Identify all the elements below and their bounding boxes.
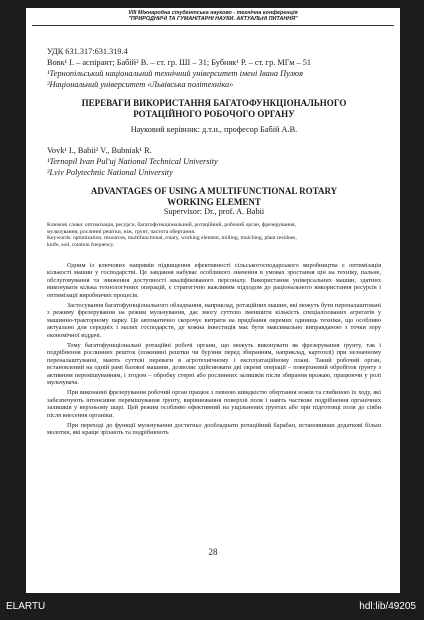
handle-identifier: hdl:lib/49205 (359, 601, 416, 612)
header-divider (32, 25, 394, 26)
keywords-line: knife, soil, rotation frequency. (47, 242, 115, 249)
body-paragraph: При переході до функції мульчування достатньо дообладнати ротаційний барабан, встановивши додаткові більш молотки, які краще зрізають та подрібнюють (47, 421, 381, 437)
page-number: 28 (208, 547, 218, 557)
affiliation-ua-1: ¹Тернопільський національний технічний університет імені Івана Пулюя (47, 69, 303, 78)
keywords-line: мульчування, рослинні рештки, ніж, грунт, частота обертання. (47, 228, 196, 235)
body-text (47, 262, 381, 439)
authors-ua: Вовк¹ І. – аспірант; Бабій² В. – ст. гр. ШІ – 31; Бубняк¹ Р. – ст. гр. МГм – 51 (47, 58, 312, 67)
affiliation-en-1: ¹Ternopil Ivan Pul'uj National Technical University (47, 157, 218, 166)
keywords-block (47, 222, 381, 249)
title-ua-line-2: РОТАЦІЙНОГО РОБОЧОГО ОРГАНУ (133, 109, 295, 119)
body-paragraph: Одним із ключових напрямів підвищення ефективності сільськогосподарського виробництва є оптимізація кількості машин у господарстві. Це завдання набуває особливого значення в умовах зростання цін на техніку, пальне, обслуговування та зниження доступності кваліфікованого персоналу. Використання універсальних машин, здатних виконувати кілька технологічних операцій, є стратегічно важливим підходом до раціонального використання ресурсів і оптимізації виробничих процесів. (47, 262, 381, 299)
title-ua (47, 98, 381, 120)
conference-line-2: "ПРИРОДНИЧІ ТА ГУМАНІТАРНІ НАУКИ. АКТУАЛЬНІ ПИТАННЯ" (128, 16, 298, 23)
keywords-line: Ключові слова: оптимізація, ресурси, багатофункціональний, ротаційний, робочий орган, фрезерування, (47, 222, 296, 228)
body-paragraph: При виконанні фрезерування робочий орган працює з певною швидкістю обертання ножів та глибиною їх ходу, які забезпечують інтенсивне перемішування ґрунту, вирівнювання поверхні поля і навіть часткове подрібнення органічних залишків у верхньому шарі. Цей режим особливо ефективний на ущільнених ґрунтах або при підготовці поля до сівби після внесення органіки. (47, 389, 381, 419)
title-en-line-2: WORKING ELEMENT (167, 197, 261, 207)
body-paragraph: Застосування багатофункціонального обладнання, наприклад, ротаційних машин, які можуть бути переналаштовані з режиму фрезерування на режим мульчування, дає змогу суттєво зменшити кількість спеціалізованих агрегатів у машинно-тракторному парку. Це автоматично скорочує витрати на придбання окремих одиниць техніки, що особливо актуально для середніх і малих господарств, де кожна інвестиція має бути максимально виправданою з точки зору економічної віддачі. (47, 301, 381, 339)
document-page (26, 8, 400, 593)
title-ua-line-1: ПЕРЕВАГИ ВИКОРИСТАННЯ БАГАТОФУНКЦІОНАЛЬНОГО (81, 98, 347, 108)
body-paragraph: Тому багатофункціональні ротаційні робочі органи, що можуть виконувати як фрезерування ґрунту, так і подрібнення рослинних решток (пожнивні рештки чи бур'яни перед збиранням, наприклад, картоплі) при незначному переналаштуванні, мають суттєві переваги в агротехнічному і експлуатаційному плані. Такий робочий орган, встановлений на одній рамі базової машини, дозволяє здійснювати дві окремі операції – поверхневий обробіток ґрунту з активним перемішуванням, і згодом – обробку стерні або рослинних залишків після збирання врожаю, працюючи у ролі мульчувача. (47, 341, 381, 387)
affiliation-ua-2: ²Національний університет «Львівська політехніка» (47, 80, 234, 89)
repository-label: ELARTU (6, 601, 46, 612)
keywords-line: Keywords: optimization, resources, multifunctional, rotary, working element, milling, mulching, plant residues, (47, 235, 297, 242)
title-en-line-1: ADVANTAGES OF USING A MULTIFUNCTIONAL ROTARY (90, 186, 338, 196)
conference-line-1: VIII Міжнародна студентська науково - технічна конференція (128, 10, 298, 16)
supervisor-en: Supervisor: Dr., prof. A. Babii (163, 207, 265, 216)
udk-code: УДК 631.317:631.319.4 (47, 47, 128, 56)
supervisor-ua: Науковий керівник: д.т.н., професор Бабій А.В. (130, 125, 298, 134)
conference-header (26, 10, 400, 23)
affiliation-en-2: ²Lviv Polytechnic National University (47, 168, 173, 177)
title-en (47, 186, 381, 208)
authors-en: Vovk¹ I., Babii² V., Bubniak¹ R. (47, 146, 152, 155)
